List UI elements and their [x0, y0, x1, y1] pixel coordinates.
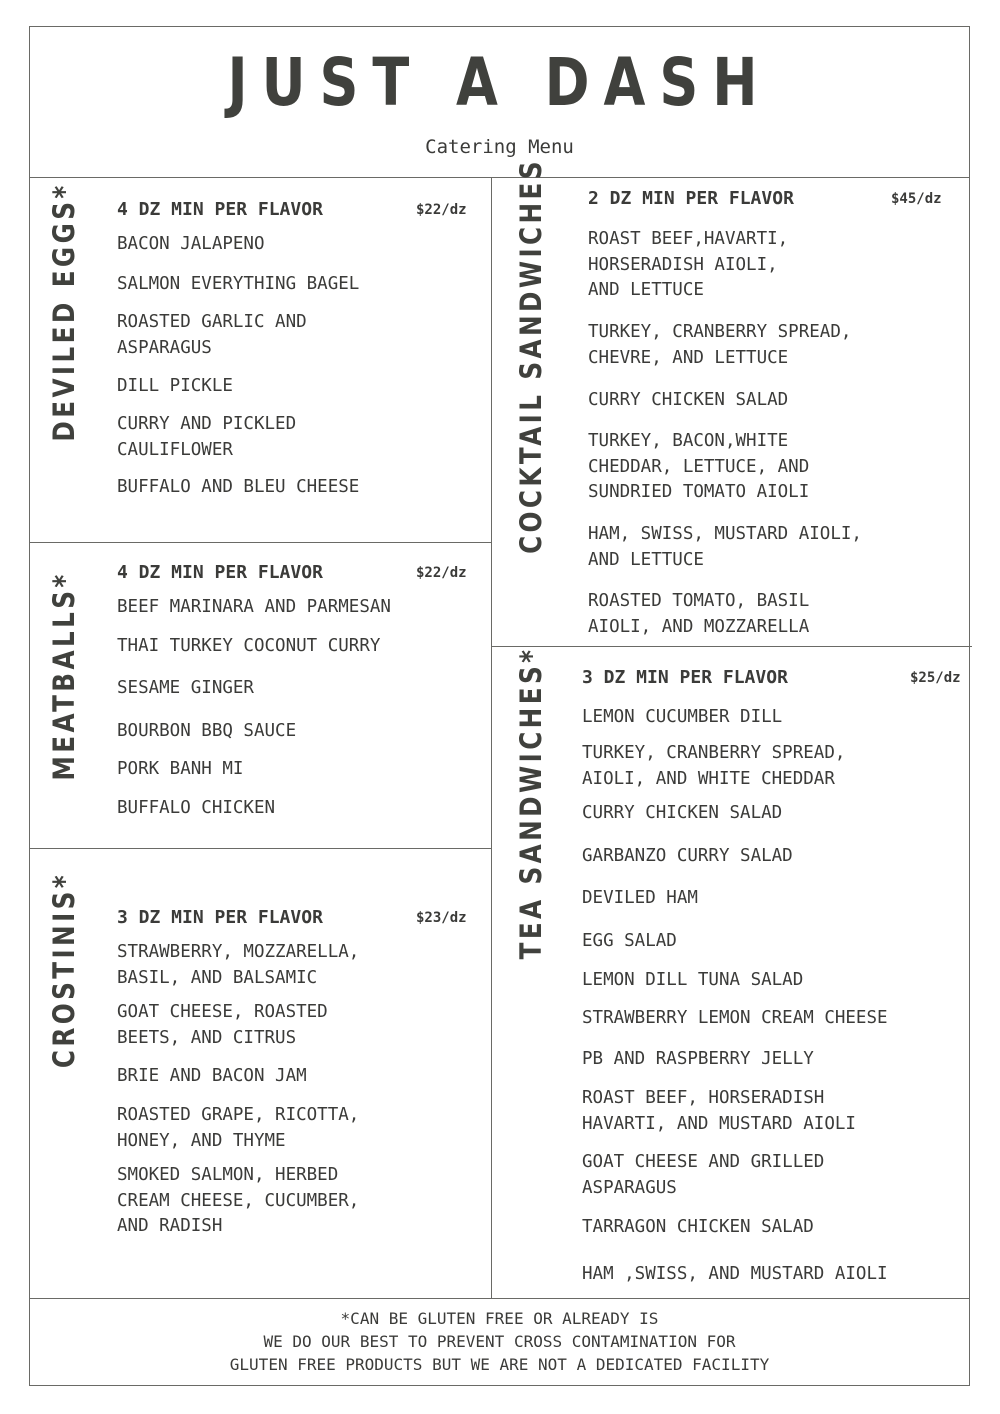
min-order-cocktail-sandwiches: 2 DZ MIN PER FLAVOR	[588, 188, 794, 209]
menu-item: PB AND RASPBERRY JELLY	[582, 1049, 814, 1069]
menu-item: TURKEY, CRANBERRY SPREAD, AIOLI, AND WHITE CHEDDAR	[582, 743, 846, 789]
price-meatballs: $22/dz	[416, 565, 467, 581]
menu-item: TARRAGON CHICKEN SALAD	[582, 1217, 814, 1237]
menu-item: GOAT CHEESE AND GRILLED ASPARAGUS	[582, 1152, 825, 1198]
menu-item: BEEF MARINARA AND PARMESAN	[117, 597, 391, 617]
footer-note-gluten-free: *CAN BE GLUTEN FREE OR ALREADY IS	[340, 1309, 659, 1328]
menu-item: CURRY AND PICKLED CAULIFLOWER	[117, 414, 297, 460]
menu-item: ROAST BEEF,HAVARTI, HORSERADISH AIOLI, AND LETTUCE	[588, 229, 789, 300]
section-label-tea-sandwiches: TEA SANDWICHES*	[514, 646, 548, 960]
menu-item: BACON JALAPENO	[117, 234, 265, 254]
menu-item: TURKEY, CRANBERRY SPREAD, CHEVRE, AND LETTUCE	[588, 322, 852, 368]
min-order-crostinis: 3 DZ MIN PER FLAVOR	[117, 907, 323, 928]
menu-item: ROASTED GARLIC AND ASPARAGUS	[117, 312, 307, 358]
footer-note-cross-contamination: WE DO OUR BEST TO PREVENT CROSS CONTAMINATION FOR	[263, 1332, 736, 1351]
footer-divider	[29, 1298, 970, 1299]
min-order-meatballs: 4 DZ MIN PER FLAVOR	[117, 562, 323, 583]
menu-item: TURKEY, BACON,WHITE CHEDDAR, LETTUCE, AND SUNDRIED TOMATO AIOLI	[588, 431, 810, 502]
menu-item: LEMON DILL TUNA SALAD	[582, 970, 804, 990]
header-divider	[29, 177, 970, 178]
section-label-cocktail-sandwiches: COCKTAIL SANDWICHES	[514, 158, 548, 554]
price-crostinis: $23/dz	[416, 910, 467, 926]
menu-item: PORK BANH MI	[117, 759, 244, 779]
price-tea-sandwiches: $25/dz	[910, 670, 961, 686]
menu-item: DEVILED HAM	[582, 888, 698, 908]
menu-item: ROASTED GRAPE, RICOTTA, HONEY, AND THYME	[117, 1105, 360, 1151]
menu-item: CURRY CHICKEN SALAD	[588, 390, 789, 410]
menu-item: CURRY CHICKEN SALAD	[582, 803, 783, 823]
menu-item: EGG SALAD	[582, 931, 677, 951]
price-cocktail-sandwiches: $45/dz	[891, 191, 942, 207]
column-divider	[491, 177, 492, 1299]
menu-subtitle: Catering Menu	[425, 136, 574, 158]
section-label-meatballs: MEATBALLS*	[47, 571, 81, 781]
menu-item: DILL PICKLE	[117, 376, 233, 396]
menu-item: ROAST BEEF, HORSERADISH HAVARTI, AND MUSTARD AIOLI	[582, 1088, 856, 1134]
menu-item: THAI TURKEY COCONUT CURRY	[117, 636, 381, 656]
divider-meatballs-crostinis	[29, 848, 491, 849]
menu-item: BUFFALO AND BLEU CHEESE	[117, 477, 360, 497]
min-order-deviled-eggs: 4 DZ MIN PER FLAVOR	[117, 199, 323, 220]
price-deviled-eggs: $22/dz	[416, 202, 467, 218]
menu-item: STRAWBERRY LEMON CREAM CHEESE	[582, 1008, 888, 1028]
divider-eggs-meatballs	[29, 542, 491, 543]
menu-item: LEMON CUCUMBER DILL	[582, 707, 783, 727]
menu-item: SMOKED SALMON, HERBED CREAM CHEESE, CUCUMBER, AND RADISH	[117, 1165, 360, 1236]
min-order-tea-sandwiches: 3 DZ MIN PER FLAVOR	[582, 667, 788, 688]
restaurant-title: JUST A DASH	[227, 44, 772, 121]
menu-item: GOAT CHEESE, ROASTED BEETS, AND CITRUS	[117, 1002, 328, 1048]
menu-item: STRAWBERRY, MOZZARELLA, BASIL, AND BALSAMIC	[117, 942, 360, 988]
section-label-deviled-eggs: DEVILED EGGS*	[47, 182, 81, 442]
menu-item: HAM ,SWISS, AND MUSTARD AIOLI	[582, 1264, 888, 1284]
menu-item: BUFFALO CHICKEN	[117, 798, 276, 818]
footer-note-facility: GLUTEN FREE PRODUCTS BUT WE ARE NOT A DEDICATED FACILITY	[229, 1355, 770, 1374]
menu-item: SESAME GINGER	[117, 678, 254, 698]
menu-item: HAM, SWISS, MUSTARD AIOLI, AND LETTUCE	[588, 524, 862, 570]
menu-item: GARBANZO CURRY SALAD	[582, 846, 793, 866]
menu-item: BOURBON BBQ SAUCE	[117, 721, 297, 741]
menu-item: SALMON EVERYTHING BAGEL	[117, 274, 360, 294]
menu-item: BRIE AND BACON JAM	[117, 1066, 307, 1086]
section-label-crostinis: CROSTINIS*	[47, 871, 81, 1069]
divider-cocktail-tea	[491, 646, 972, 647]
menu-item: ROASTED TOMATO, BASIL AIOLI, AND MOZZARELLA	[588, 591, 810, 637]
